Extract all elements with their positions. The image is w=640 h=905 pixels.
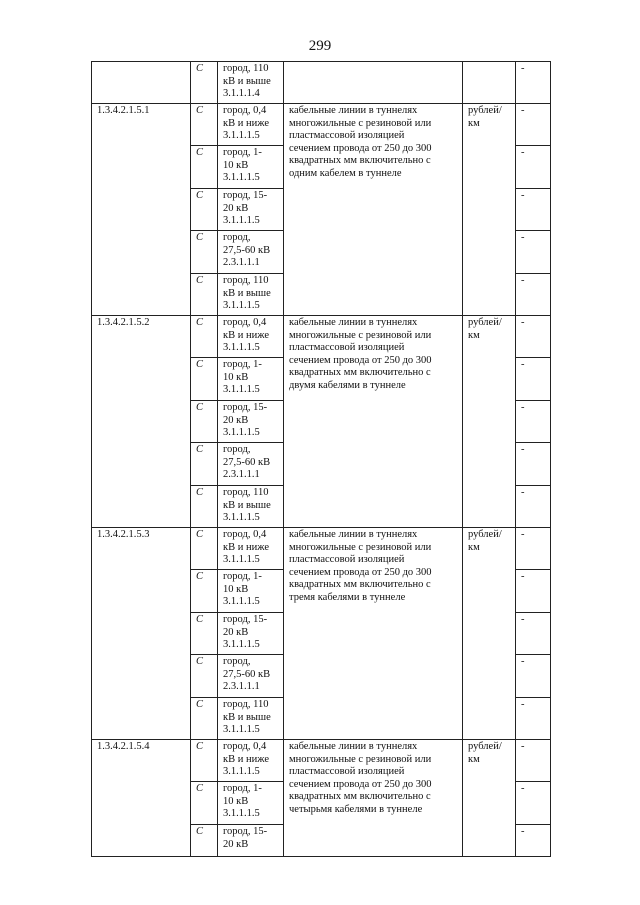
region-line: город, 1-	[223, 783, 262, 794]
region-line: 3.1.1.1.5	[223, 215, 260, 226]
region-cell	[218, 655, 284, 698]
category-cell: C	[191, 104, 218, 146]
value-cell: -	[516, 401, 551, 443]
category-cell: C	[191, 274, 218, 316]
region-line: 3.1.1.1.5	[223, 300, 260, 311]
unit-line: км	[468, 753, 480, 765]
region-cell	[218, 274, 284, 316]
region-line: 3.1.1.1.5	[223, 596, 260, 607]
region-line: кВ и ниже	[223, 117, 269, 129]
unit-line: рублей/	[468, 741, 502, 752]
category-cell: C	[191, 146, 218, 189]
region-line: кВ и выше	[223, 287, 271, 299]
tariff-table	[91, 61, 551, 857]
value-cell: -	[516, 486, 551, 528]
value-cell: -	[516, 740, 551, 782]
value-cell: -	[516, 146, 551, 189]
category-cell: C	[191, 698, 218, 740]
code-cell: 1.3.4.2.1.5.2	[92, 316, 191, 528]
region-line: город, 0,4	[223, 741, 267, 752]
region-cell	[218, 698, 284, 740]
value-cell: -	[516, 274, 551, 316]
region-line: 20 кВ	[223, 626, 249, 638]
description-line: пластмассовой изоляцией	[289, 130, 405, 141]
region-cell	[218, 316, 284, 358]
region-line: кВ и ниже	[223, 753, 269, 765]
table-row	[92, 740, 551, 782]
region-line: город, 1-	[223, 359, 262, 370]
region-cell	[218, 570, 284, 613]
value-cell: -	[516, 62, 551, 104]
description-line: сечением провода от 250 до 300	[289, 142, 432, 154]
region-cell	[218, 358, 284, 401]
region-cell	[218, 782, 284, 825]
value-cell: -	[516, 655, 551, 698]
region-cell	[218, 443, 284, 486]
category-cell: C	[191, 231, 218, 274]
region-line: город, 110	[223, 487, 269, 498]
category-cell: C	[191, 189, 218, 231]
region-line: город, 15-	[223, 614, 268, 625]
description-line: четырьмя кабелями в туннеле	[289, 803, 423, 815]
region-line: 3.1.1.1.5	[223, 639, 260, 650]
region-line: город, 15-	[223, 826, 268, 837]
description-cell	[284, 528, 463, 740]
region-cell	[218, 486, 284, 528]
region-line: город, 110	[223, 63, 269, 74]
value-cell: -	[516, 104, 551, 146]
unit-cell	[463, 528, 516, 740]
code-cell: 1.3.4.2.1.5.4	[92, 740, 191, 857]
region-cell	[218, 146, 284, 189]
description-cell	[284, 62, 463, 104]
category-cell: C	[191, 358, 218, 401]
description-line: сечением провода от 250 до 300	[289, 566, 432, 578]
region-line: город, 15-	[223, 402, 268, 413]
value-cell: -	[516, 189, 551, 231]
description-line: пластмассовой изоляцией	[289, 554, 405, 565]
description-line: сечением провода от 250 до 300	[289, 354, 432, 366]
region-line: 3.1.1.1.5	[223, 766, 260, 777]
region-line: 3.1.1.1.5	[223, 554, 260, 565]
description-line: кабельные линии в туннелях	[289, 529, 418, 540]
region-cell	[218, 740, 284, 782]
region-line: город, 0,4	[223, 317, 267, 328]
region-line: 2.3.1.1.1	[223, 681, 260, 692]
category-cell: C	[191, 570, 218, 613]
region-line: город, 110	[223, 699, 269, 710]
category-cell: C	[191, 316, 218, 358]
region-line: 3.1.1.1.5	[223, 130, 260, 141]
table-row	[92, 104, 551, 146]
description-line: многожильные с резиновой или	[289, 329, 432, 341]
category-cell: C	[191, 486, 218, 528]
region-line: 2.3.1.1.1	[223, 257, 260, 268]
region-line: 3.1.1.1.5	[223, 724, 260, 735]
value-cell: -	[516, 698, 551, 740]
region-line: 10 кВ	[223, 583, 249, 595]
region-line: 10 кВ	[223, 371, 249, 383]
region-line: 3.1.1.1.5	[223, 342, 260, 353]
unit-line: рублей/	[468, 105, 502, 116]
table-row	[92, 528, 551, 570]
description-line: многожильные с резиновой или	[289, 753, 432, 765]
region-line: город, 1-	[223, 571, 262, 582]
value-cell: -	[516, 231, 551, 274]
region-line: 3.1.1.1.5	[223, 427, 260, 438]
description-line: кабельные линии в туннелях	[289, 317, 418, 328]
region-cell	[218, 613, 284, 655]
category-cell: C	[191, 782, 218, 825]
region-line: 3.1.1.1.5	[223, 512, 260, 523]
region-line: кВ и выше	[223, 499, 271, 511]
value-cell: -	[516, 316, 551, 358]
table-row	[92, 316, 551, 358]
description-line: кабельные линии в туннелях	[289, 741, 418, 752]
value-cell: -	[516, 825, 551, 857]
region-cell	[218, 825, 284, 857]
region-line: кВ и выше	[223, 75, 271, 87]
description-line: пластмассовой изоляцией	[289, 766, 405, 777]
region-line: город, 0,4	[223, 529, 267, 540]
description-cell	[284, 316, 463, 528]
description-cell	[284, 104, 463, 316]
description-line: кабельные линии в туннелях	[289, 105, 418, 116]
category-cell: C	[191, 443, 218, 486]
page-number: 299	[308, 38, 332, 54]
value-cell: -	[516, 358, 551, 401]
region-line: город, 15-	[223, 190, 268, 201]
category-cell: C	[191, 62, 218, 104]
unit-cell	[463, 740, 516, 857]
region-cell	[218, 528, 284, 570]
region-line: 3.1.1.1.5	[223, 808, 260, 819]
region-line: 3.1.1.1.5	[223, 172, 260, 183]
value-cell: -	[516, 782, 551, 825]
description-line: квадратных мм включительно с	[289, 791, 431, 802]
category-cell: C	[191, 655, 218, 698]
description-line: квадратных мм включительно с	[289, 579, 431, 590]
description-line: квадратных мм включительно с	[289, 367, 431, 378]
value-cell: -	[516, 570, 551, 613]
region-line: 27,5-60 кВ	[223, 456, 271, 468]
region-line: 27,5-60 кВ	[223, 244, 271, 256]
description-cell	[284, 740, 463, 857]
region-line: город, 1-	[223, 147, 262, 158]
description-line: одним кабелем в туннеле	[289, 167, 402, 179]
region-line: город,	[223, 232, 251, 243]
category-cell: C	[191, 528, 218, 570]
unit-line: км	[468, 117, 480, 129]
region-line: город,	[223, 656, 251, 667]
region-line: 20 кВ	[223, 838, 249, 850]
region-line: 27,5-60 кВ	[223, 668, 271, 680]
region-line: город,	[223, 444, 251, 455]
category-cell: C	[191, 613, 218, 655]
region-line: 20 кВ	[223, 414, 249, 426]
value-cell: -	[516, 613, 551, 655]
code-cell	[92, 62, 191, 104]
region-line: 10 кВ	[223, 159, 249, 171]
description-line: тремя кабелями в туннеле	[289, 591, 406, 603]
description-line: квадратных мм включительно с	[289, 155, 431, 166]
region-line: 3.1.1.1.5	[223, 384, 260, 395]
region-line: 10 кВ	[223, 795, 249, 807]
unit-cell	[463, 62, 516, 104]
region-line: 3.1.1.1.4	[223, 88, 260, 99]
region-line: 2.3.1.1.1	[223, 469, 260, 480]
category-cell: C	[191, 401, 218, 443]
description-line: многожильные с резиновой или	[289, 117, 432, 129]
value-cell: -	[516, 443, 551, 486]
description-line: сечением провода от 250 до 300	[289, 778, 432, 790]
unit-line: рублей/	[468, 529, 502, 540]
unit-line: рублей/	[468, 317, 502, 328]
description-line: двумя кабелями в туннеле	[289, 379, 406, 391]
region-line: город, 0,4	[223, 105, 267, 116]
unit-cell	[463, 316, 516, 528]
value-cell: -	[516, 528, 551, 570]
unit-line: км	[468, 329, 480, 341]
code-cell: 1.3.4.2.1.5.3	[92, 528, 191, 740]
region-line: кВ и выше	[223, 711, 271, 723]
region-line: кВ и ниже	[223, 329, 269, 341]
region-cell	[218, 189, 284, 231]
category-cell: C	[191, 740, 218, 782]
description-line: пластмассовой изоляцией	[289, 342, 405, 353]
region-cell	[218, 401, 284, 443]
unit-line: км	[468, 541, 480, 553]
region-line: кВ и ниже	[223, 541, 269, 553]
description-line: многожильные с резиновой или	[289, 541, 432, 553]
region-line: город, 110	[223, 275, 269, 286]
unit-cell	[463, 104, 516, 316]
region-cell	[218, 104, 284, 146]
region-line: 20 кВ	[223, 202, 249, 214]
region-cell	[218, 231, 284, 274]
region-cell	[218, 62, 284, 104]
table-row	[92, 62, 551, 104]
category-cell: C	[191, 825, 218, 857]
code-cell: 1.3.4.2.1.5.1	[92, 104, 191, 316]
